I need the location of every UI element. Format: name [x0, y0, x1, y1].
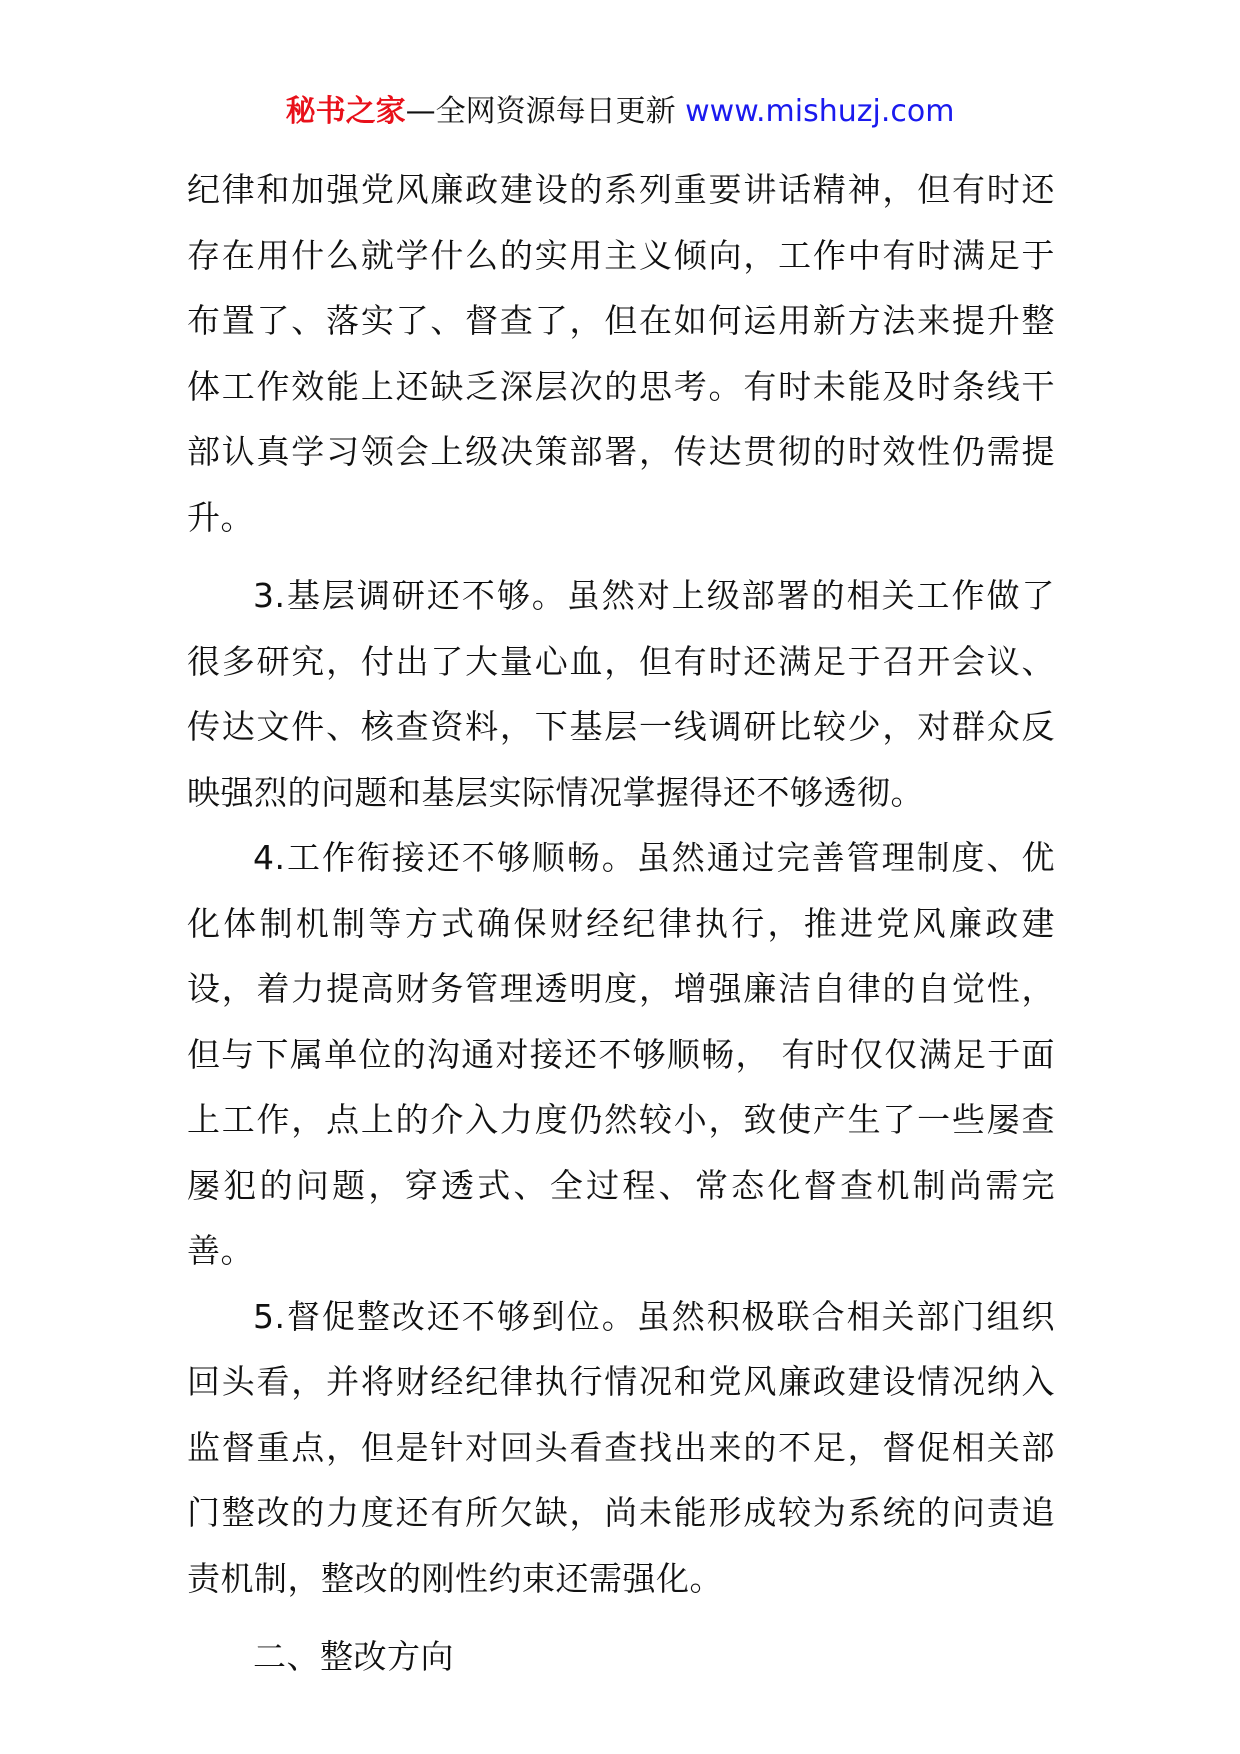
- paragraph-item-4: 4.工作衔接还不够顺畅。虽然通过完善管理制度、优化体制机制等方式确保财经纪律执行，推进党风廉政建设，着力提高财务管理透明度，增强廉洁自律的自觉性，但与下属单位的沟通对接还不够顺畅， 有时仅仅满足于面上工作，点上的介入力度仍然较小，致使产生了一些屡查屡犯的问题，穿透式、全过程、常态化督查机制尚需完善。: [187, 838, 1055, 1270]
- paragraph-item-5: 5.督促整改还不够到位。虽然积极联合相关部门组织回头看，并将财经纪律执行情况和党风廉政建设情况纳入监督重点，但是针对回头看查找出来的不足，督促相关部门整改的力度还有所欠缺，尚未能形成较为系统的问责追责机制，整改的刚性约束还需强化。: [187, 1296, 1055, 1598]
- section-heading: 二、整改方向: [253, 1637, 454, 1676]
- paragraph-item-3: 3.基层调研还不够。虽然对上级部署的相关工作做了很多研究，付出了大量心血，但有时还满足于召开会议、传达文件、核查资料，下基层一线调研比较少，对群众反映强烈的问题和基层实际情况掌握得还不够透彻。: [187, 576, 1055, 812]
- site-slogan: —全网资源每日更新: [405, 94, 676, 129]
- site-brand: 秘书之家: [285, 94, 406, 129]
- site-url-link[interactable]: www.mishuzj.com: [685, 94, 955, 129]
- document-body: [187, 157, 1055, 1690]
- site-header: [0, 92, 1240, 132]
- paragraph-continued: 纪律和加强党风廉政建设的系列重要讲话精神，但有时还存在用什么就学什么的实用主义倾向，工作中有时满足于布置了、落实了、督查了，但在如何运用新方法来提升整体工作效能上还缺乏深层次的思考。有时未能及时条线干部认真学习领会上级决策部署，传达贯彻的时效性仍需提升。: [187, 170, 1055, 537]
